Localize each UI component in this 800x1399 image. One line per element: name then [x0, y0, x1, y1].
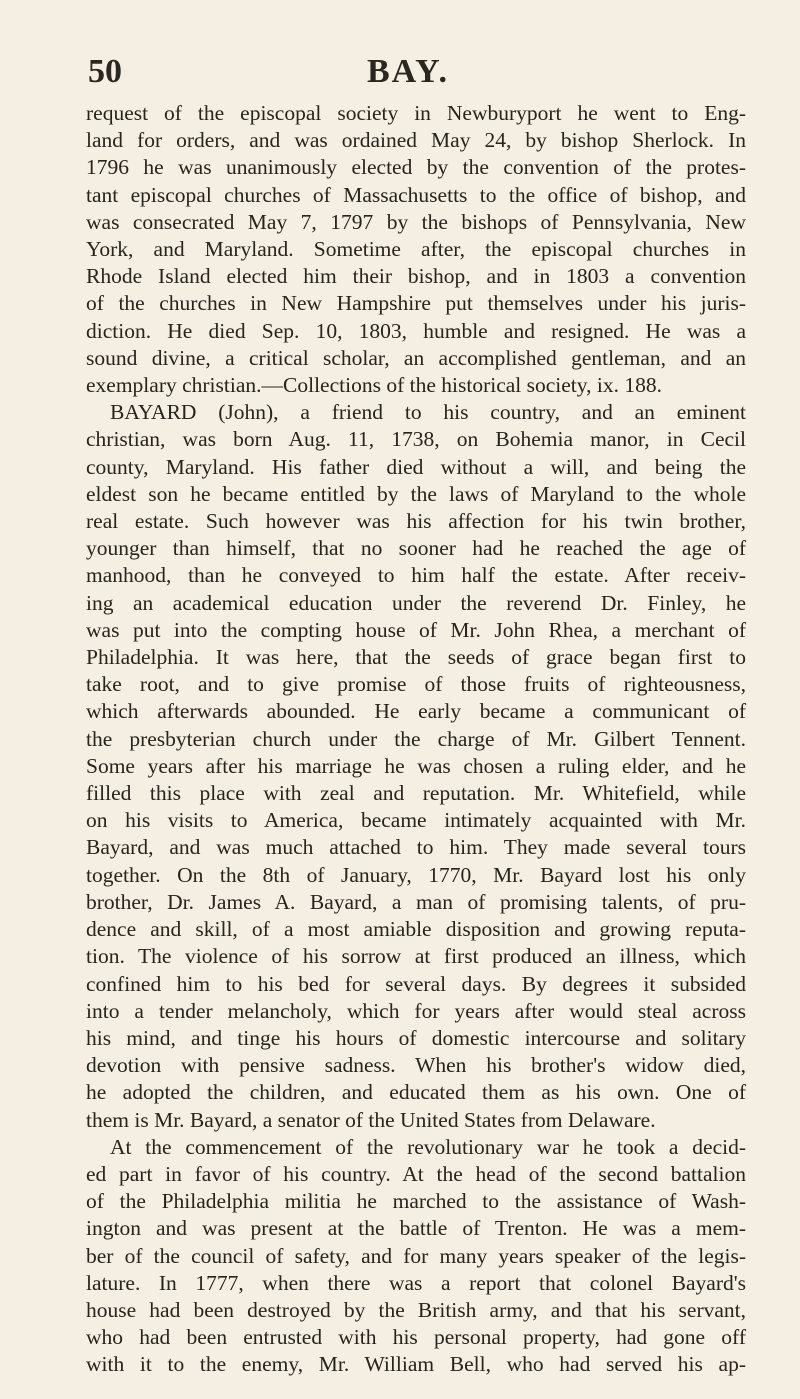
text-line: manhood, than he conveyed to him half the estate. After receiv- — [86, 563, 746, 588]
text-line: was consecrated May 7, 1797 by the bishops of Pennsylvania, New — [86, 209, 746, 234]
text-line: ington and was present at the battle of Trenton. He was a mem- — [86, 1216, 746, 1241]
text-line: on his visits to America, became intimately acquainted with Mr. — [86, 808, 746, 833]
text-line: confined him to his bed for several days. By degrees it subsided — [86, 971, 746, 996]
text-line: Rhode Island elected him their bishop, and in 1803 a convention — [86, 264, 746, 289]
text-line: take root, and to give promise of those fruits of righteousness, — [86, 672, 746, 697]
text-line: York, and Maryland. Sometime after, the episcopal churches in — [86, 237, 746, 262]
text-line: he adopted the children, and educated them as his own. One of — [86, 1080, 746, 1105]
body-text — [86, 100, 746, 1379]
text-line: house had been destroyed by the British army, and that his servant, — [86, 1297, 746, 1322]
text-line: the presbyterian church under the charge of Mr. Gilbert Tennent. — [86, 726, 746, 751]
text-line: them is Mr. Bayard, a senator of the United States from Delaware. — [86, 1107, 656, 1132]
text-line: request of the episcopal society in Newburyport he went to Eng- — [86, 101, 746, 125]
text-line: together. On the 8th of January, 1770, Mr. Bayard lost his only — [86, 862, 746, 887]
text-line: was put into the compting house of Mr. John Rhea, a merchant of — [86, 617, 746, 642]
text-line: At the commencement of the revolutionary war he took a decid- — [110, 1134, 746, 1159]
text-line: with it to the enemy, Mr. William Bell, who had served his ap- — [86, 1352, 746, 1377]
text-line: his mind, and tinge his hours of domestic intercourse and solitary — [86, 1025, 746, 1050]
page-number: 50 — [88, 53, 122, 90]
text-line: tion. The violence of his sorrow at first produced an illness, which — [86, 944, 746, 969]
text-line: county, Maryland. His father died without a will, and being the — [86, 454, 746, 479]
text-line: into a tender melancholy, which for years after would steal across — [86, 998, 746, 1023]
text-line: which afterwards abounded. He early became a communicant of — [86, 699, 746, 724]
text-line: devotion with pensive sadness. When his brother's widow died, — [86, 1053, 746, 1078]
text-line: brother, Dr. James A. Bayard, a man of promising talents, of pru- — [86, 889, 746, 914]
text-line: Philadelphia. It was here, that the seeds of grace began first to — [86, 645, 746, 670]
text-line: eldest son he became entitled by the laws of Maryland to the whole — [86, 481, 746, 506]
text-line: filled this place with zeal and reputation. Mr. Whitefield, while — [86, 781, 746, 806]
text-line: lature. In 1777, when there was a report that colonel Bayard's — [86, 1270, 746, 1295]
page-header — [88, 52, 728, 92]
text-line: Bayard, and was much attached to him. They made several tours — [86, 835, 746, 860]
text-line: sound divine, a critical scholar, an accomplished gentleman, and an — [86, 345, 746, 370]
text-line: ing an academical education under the reverend Dr. Finley, he — [86, 590, 746, 615]
text-line: Some years after his marriage he was chosen a ruling elder, and he — [86, 753, 746, 778]
text-line: of the churches in New Hampshire put themselves under his juris- — [86, 291, 746, 316]
running-head: BAY. — [366, 53, 450, 90]
text-line: real estate. Such however was his affection for his twin brother, — [86, 509, 746, 534]
text-line: of the Philadelphia militia he marched to the assistance of Wash- — [86, 1189, 746, 1214]
text-line: dence and skill, of a most amiable disposition and growing reputa- — [86, 917, 746, 942]
text-line: who had been entrusted with his personal property, had gone off — [86, 1325, 746, 1350]
text-line: land for orders, and was ordained May 24, by bishop Sherlock. In — [86, 128, 746, 153]
entry-heading-line: BAYARD (John), a friend to his country, and an eminent — [110, 400, 746, 425]
text-line: exemplary christian.—Collections of the historical society, ix. 188. — [86, 373, 662, 398]
text-line: younger than himself, that no sooner had he reached the age of — [86, 536, 746, 561]
text-line: 1796 he was unanimously elected by the convention of the protes- — [86, 155, 746, 180]
text-line: diction. He died Sep. 10, 1803, humble and resigned. He was a — [86, 318, 746, 343]
text-line: ed part in favor of his country. At the head of the second battalion — [86, 1161, 746, 1186]
text-line: ber of the council of safety, and for many years speaker of the legis- — [86, 1243, 746, 1268]
text-line: tant episcopal churches of Massachusetts to the office of bishop, and — [86, 182, 746, 207]
text-line: christian, was born Aug. 11, 1738, on Bohemia manor, in Cecil — [86, 427, 746, 452]
